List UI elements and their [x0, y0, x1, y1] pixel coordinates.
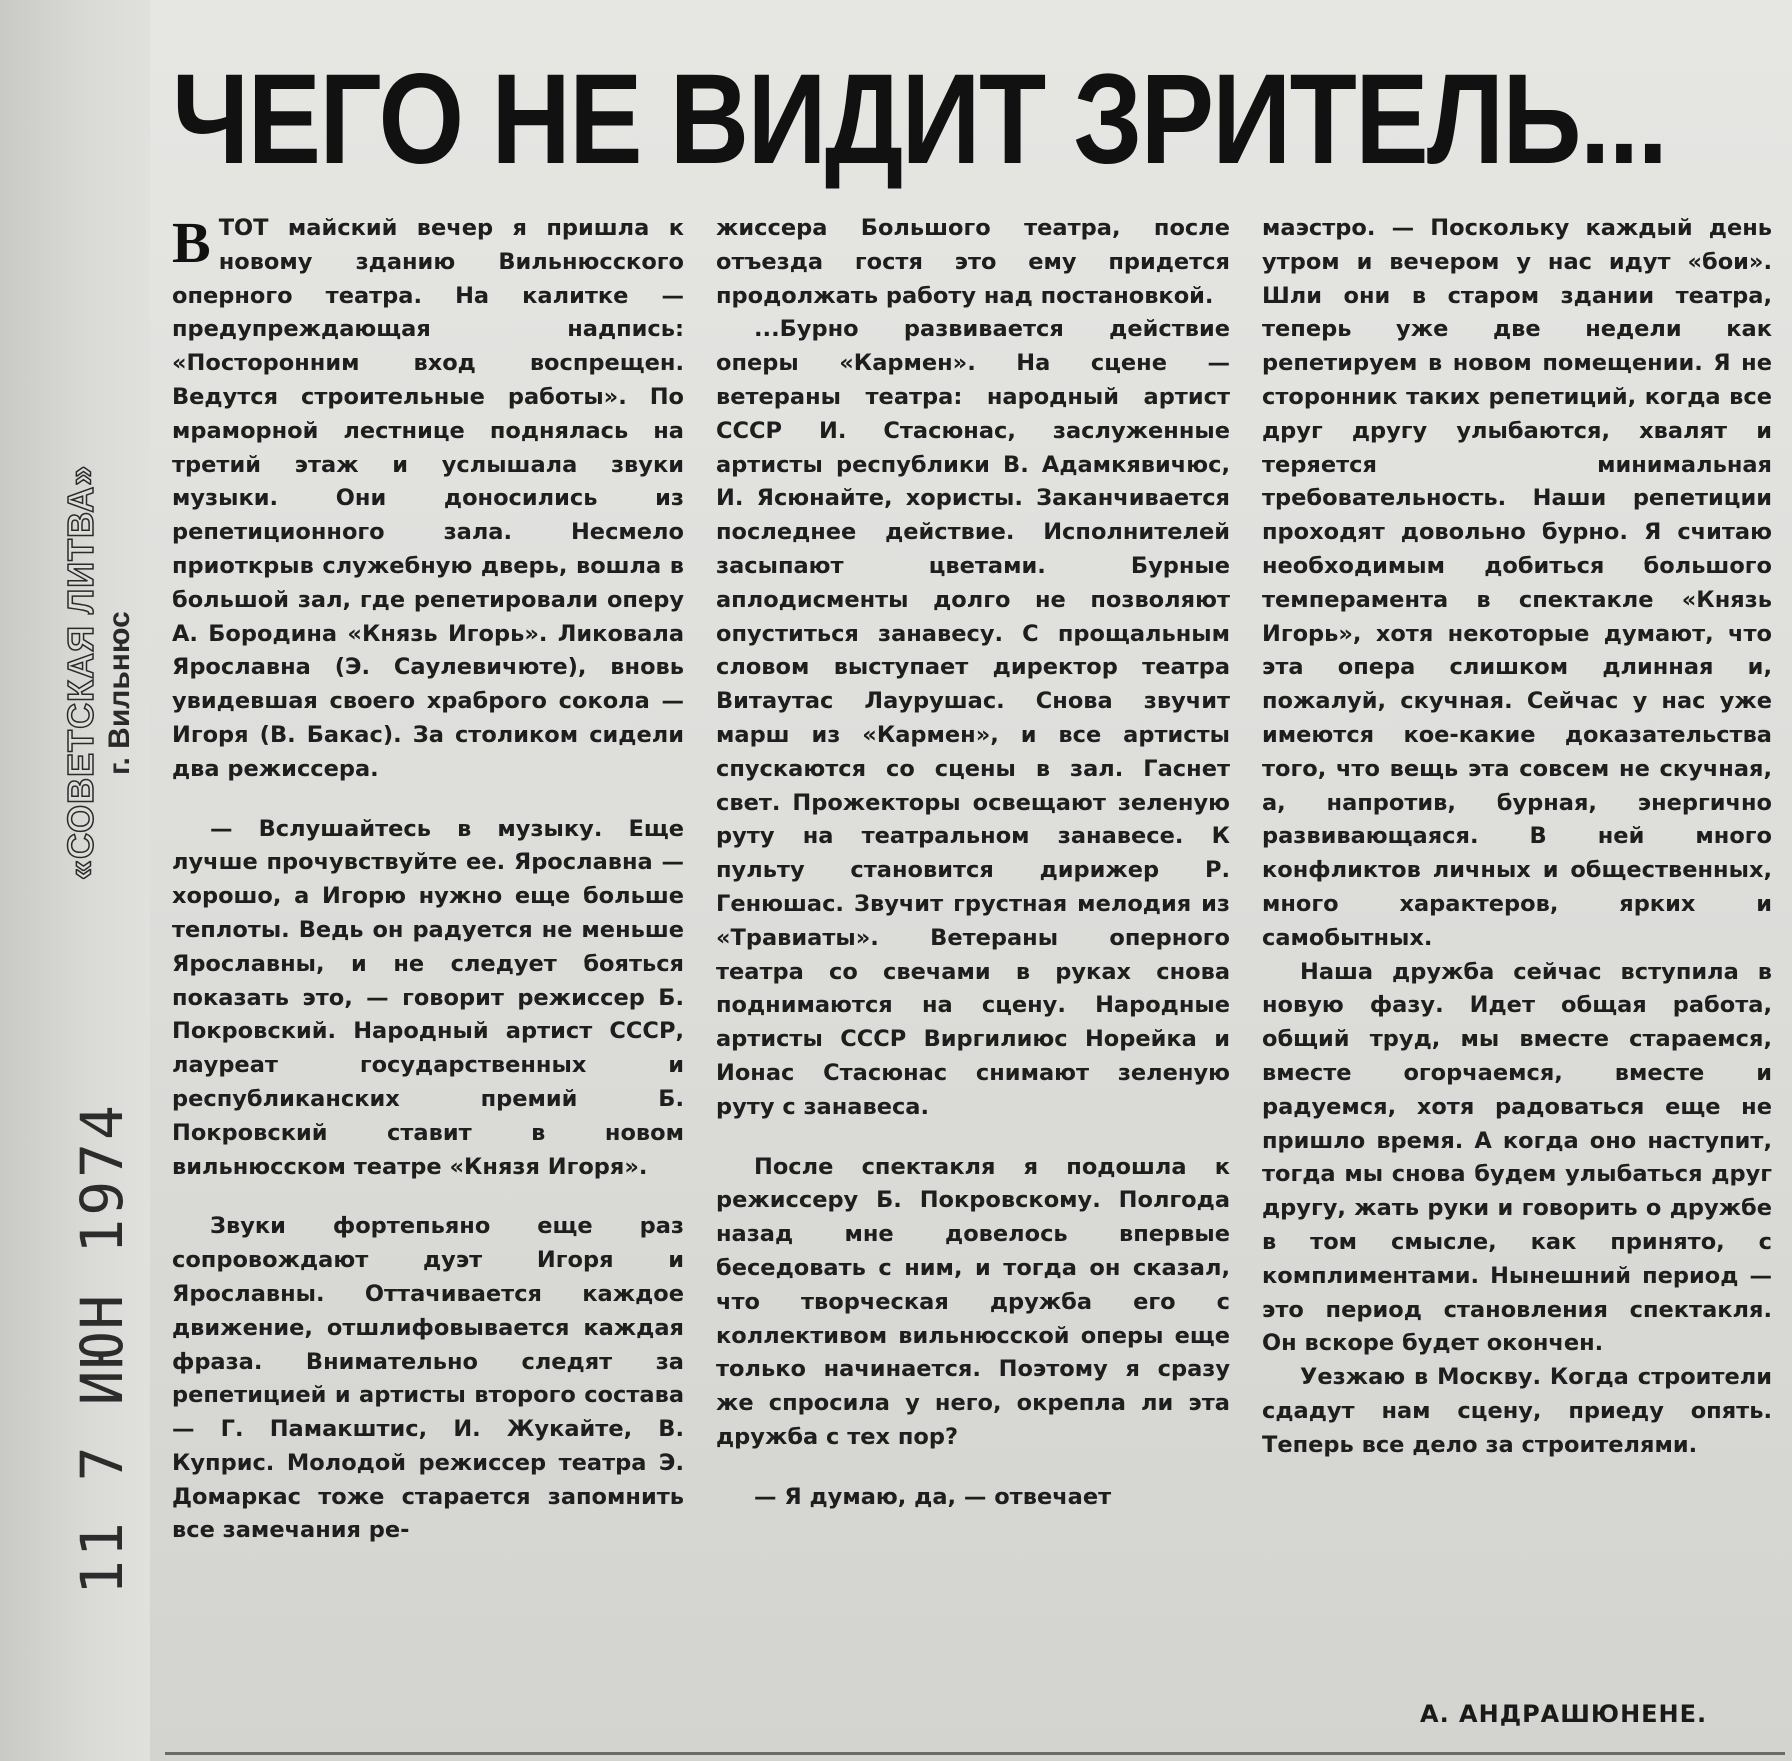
- article-column-2: [716, 212, 1230, 1514]
- author-signature: А. АНДРАШЮНЕНЕ.: [1420, 1700, 1708, 1728]
- paragraph-text: ТОТ майский вечер я пришла к новому зданию Вильнюсского оперного театра. На калитке — предупреждающая надпись: «Посторонним вход воспрещен. Ведутся строительные работы». По мраморной лестнице поднялась на третий этаж и услышала звуки музыки. Они доносились из репетиционного зала. Несмело приоткрыв служебную дверь, вошла в большой зал, где репетировали оперу А. Бородина «Князь Игорь». Ликовала Ярославна (Э. Саулевичюте), вновь увидевшая своего храброго сокола — Игоря (В. Бакас). За столиком сидели два режиссера.: [172, 215, 684, 782]
- date-stamp: 11 7 ИЮН 1974: [68, 1102, 136, 1595]
- paragraph: жиссера Большого театра, после отъезда гостя это ему придется продолжать работу над постановкой.: [716, 215, 1230, 309]
- paragraph: — Вслушайтесь в музыку. Еще лучше прочувствуйте ее. Ярославна — хорошо, а Игорю нужно еще больше теплоты. Ведь он радуется не меньше Ярославны, и не следует бояться показать это, — говорит режиссер Б. Покровский. Народный артист СССР, лауреат государственных и республиканских премий Б. Покровский ставит в новом вильнюсском театре «Князя Игоря».: [172, 815, 684, 1180]
- paragraph: Наша дружба сейчас вступила в новую фазу. Идет общая работа, общий труд, мы вместе стараемся, вместе огорчаемся, вместе и радуемся, хотя радоваться еще не пришло время. А когда оно наступит, тогда мы снова будем улыбаться друг другу, жать руки и говорить о дружбе в том смысле, как принято, с комплиментами. Нынешний период — это период становления спектакля. Он вскоре будет окончен.: [1262, 958, 1772, 1357]
- article-headline: ЧЕГО НЕ ВИДИТ ЗРИТЕЛЬ...: [172, 48, 1667, 191]
- paragraph: После спектакля я подошла к режиссеру Б. Покровскому. Полгода назад мне довелось впервые беседовать с ним, и тогда он сказал, что творческая дружба его с коллективом вильнюсской оперы еще только начинается. Поэтому я сразу же спросила у него, окрепла ли эта дружба с тех пор?: [716, 1153, 1230, 1450]
- drop-cap: В: [172, 210, 211, 275]
- article-column-3: [1262, 212, 1772, 1462]
- paragraph: Звуки фортепьяно еще раз сопровождают дуэт Игоря и Ярославны. Оттачивается каждое движение, отшлифовывается каждая фраза. Внимательно следят за репетицией и артисты второго состава — Г. Памакштис, И. Жукайте, В. Куприс. Молодой режиссер театра Э. Домаркас тоже старается запомнить все замечания ре-: [172, 1213, 684, 1544]
- paragraph: маэстро. — Поскольку каждый день утром и вечером у нас идут «бои». Шли они в старом здании театра, теперь уже две недели как репетируем в новом помещении. Я не сторонник таких репетиций, когда все друг другу улыбаются, хвалят и теряется минимальная требовательность. Наши репетиции проходят довольно бурно. Я считаю необходимым добиться большого темперамента в спектакле «Князь Игорь», хотя некоторые думают, что эта опера слишком длинная и, пожалуй, скучная. Сейчас у нас уже имеются кое-какие доказательства того, что вещь эта совсем не скучная, а, напротив, бурная, энергично развивающаяся. В ней много конфликтов личных и общественных, много характеров, ярких и самобытных.: [1262, 215, 1772, 951]
- paragraph: Уезжаю в Москву. Когда строители сдадут нам сцену, приеду опять. Теперь все дело за строителями.: [1262, 1364, 1772, 1458]
- paragraph: ...Бурно развивается действие оперы «Кармен». На сцене — ветераны театра: народный артист СССР И. Стасюнас, заслуженные артисты республики В. Адамкявичюс, И. Ясюнайте, хористы. Заканчивается последнее действие. Исполнителей засыпают цветами. Бурные аплодисменты долго не позволяют опуститься занавесу. С прощальным словом выступает директор театра Витаутас Лаурушас. Снова звучит марш из «Кармен», и все артисты спускаются со сцены в зал. Гаснет свет. Прожекторы освещают зеленую руту на театральном занавесе. К пульту становится дирижер Р. Генюшас. Звучит грустная мелодия из «Травиаты». Ветераны оперного театра со свечами в руках снова поднимаются на сцену. Народные артисты СССР Виргилиюс Норейка и Ионас Стасюнас снимают зеленую руту с занавеса.: [716, 316, 1230, 1120]
- paragraph: [172, 212, 684, 787]
- paragraph: — Я думаю, да, — отвечает: [754, 1483, 1112, 1510]
- bottom-rule: [165, 1752, 1785, 1755]
- newspaper-city: г. Вильнюс: [103, 611, 136, 775]
- article-column-1: [172, 212, 684, 1548]
- newspaper-masthead: «СОВЕТСКАЯ ЛИТВА»: [60, 464, 101, 880]
